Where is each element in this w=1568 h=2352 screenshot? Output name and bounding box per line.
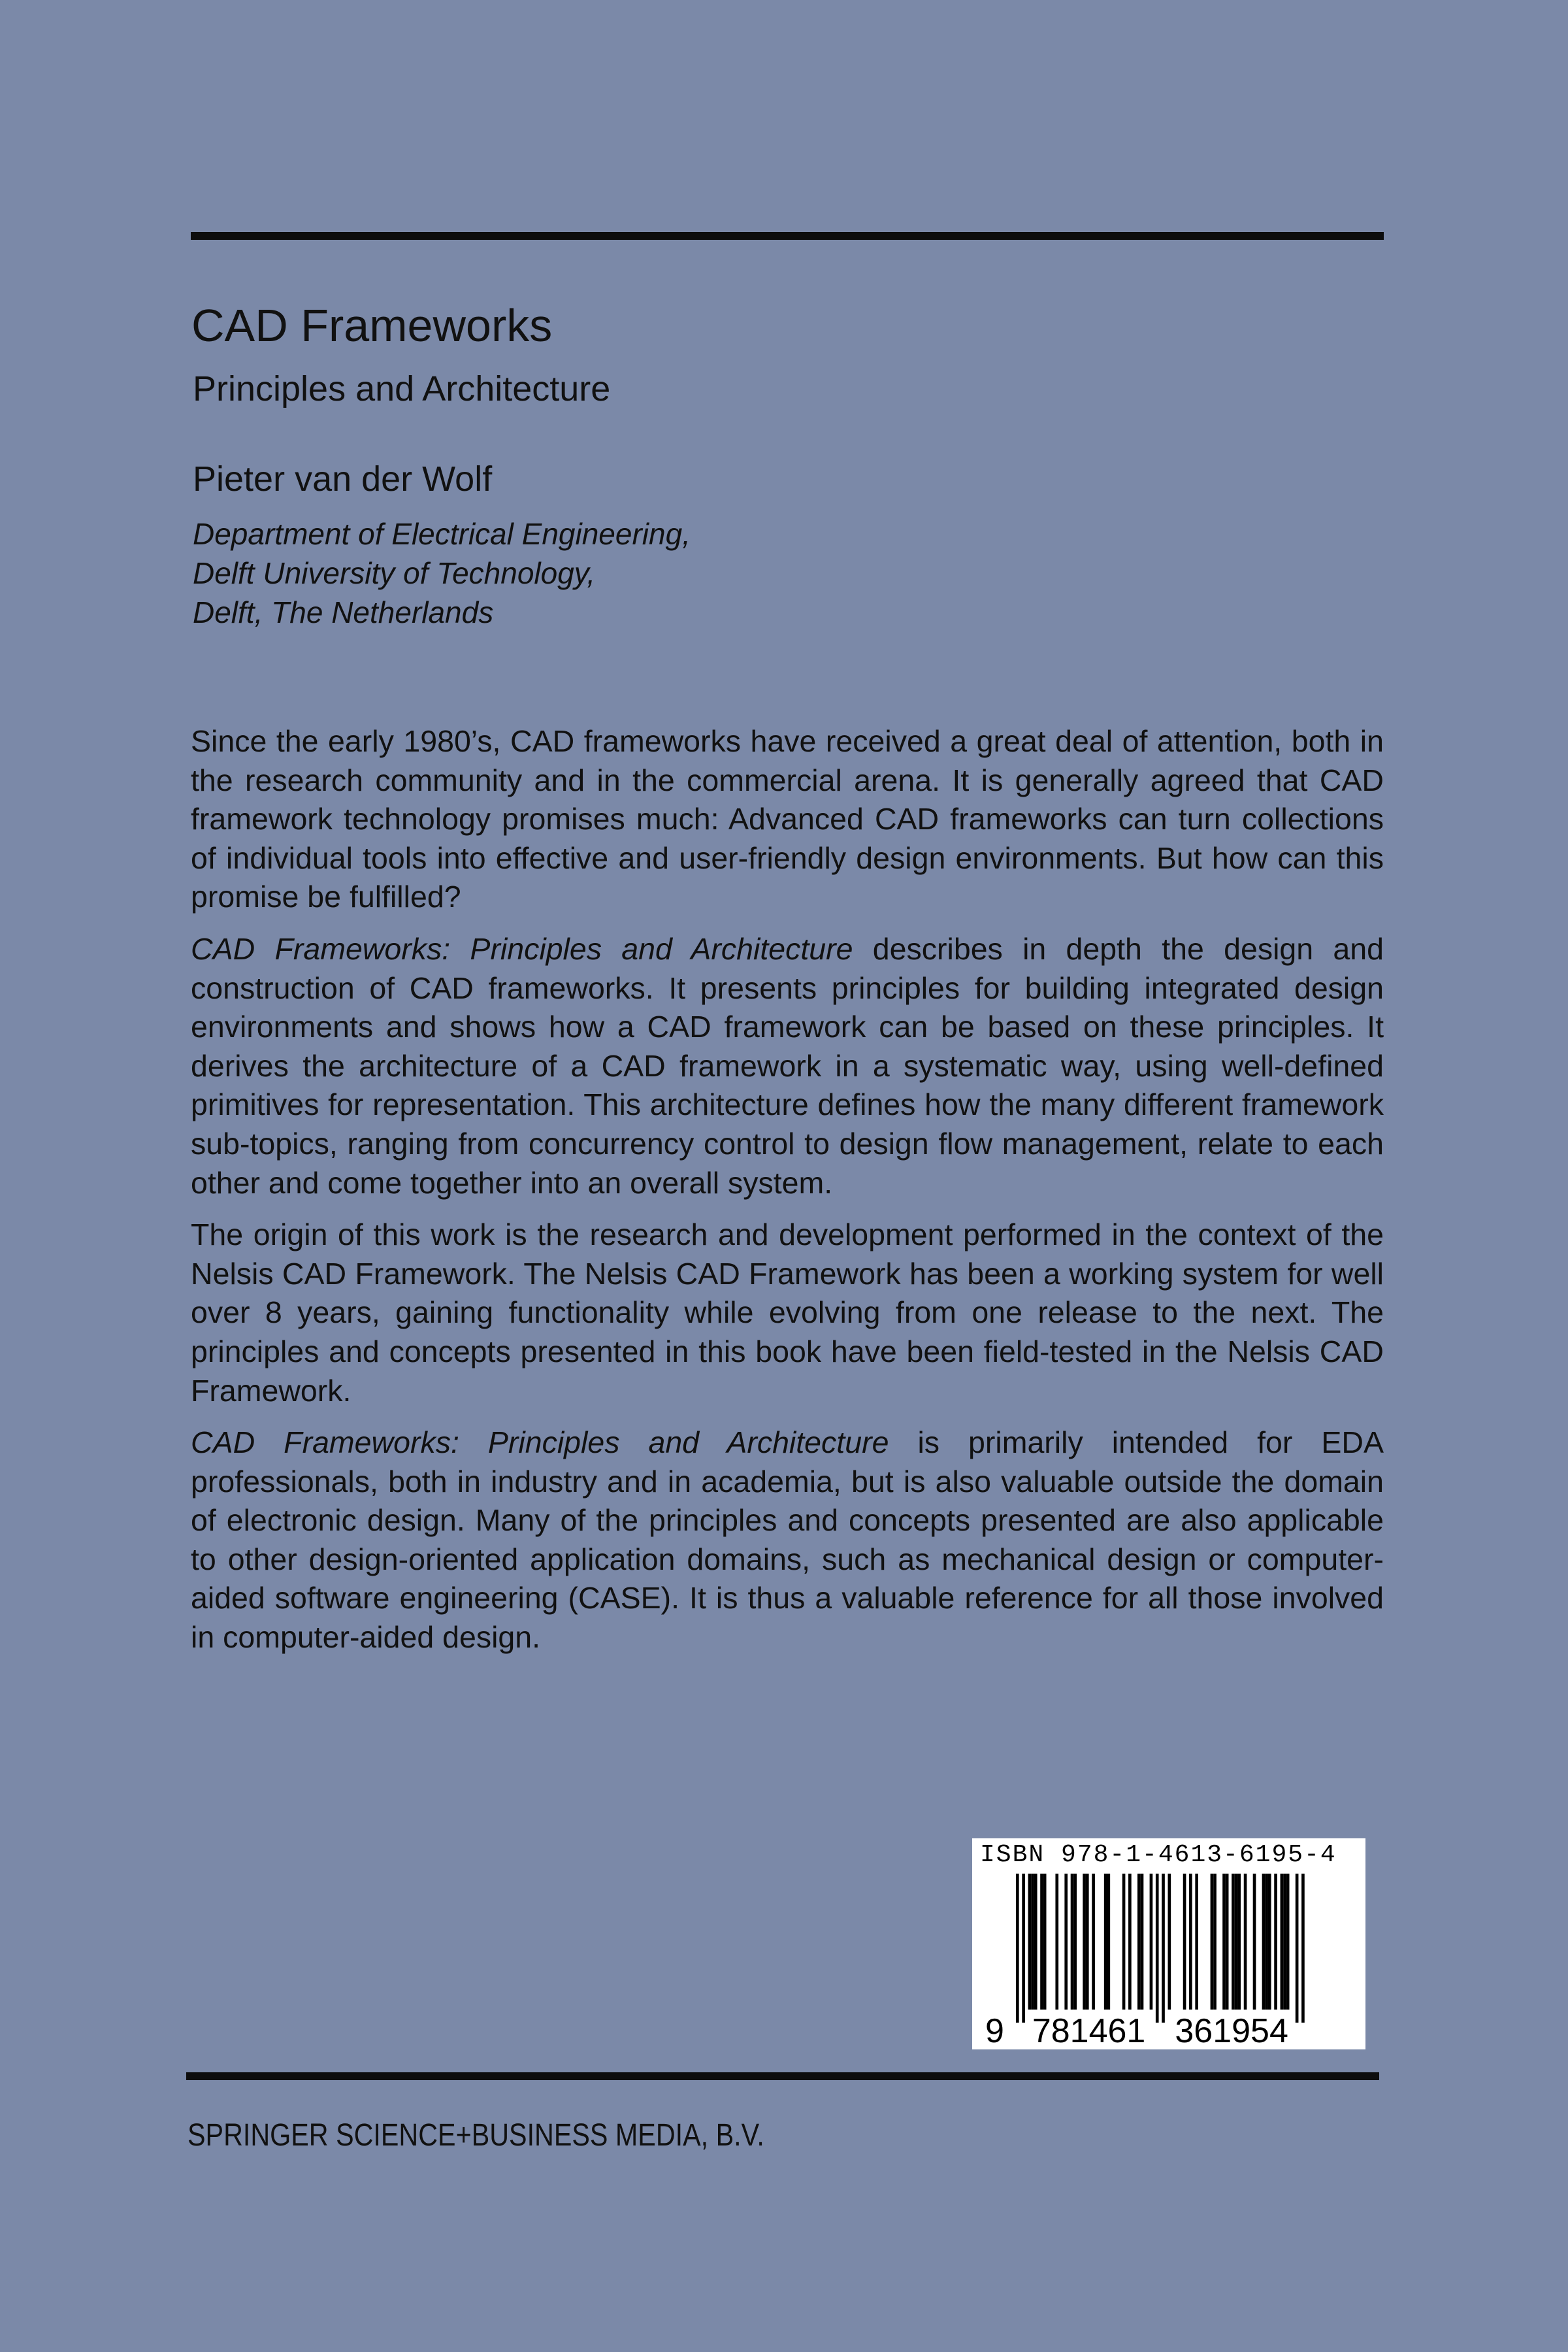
barcode-bar [1031,1874,1034,2010]
barcode-bar [1274,1874,1277,2010]
barcode-bar [1083,1874,1086,2010]
barcode-bar [1156,1874,1159,2023]
bottom-rule [186,2072,1379,2080]
barcode-graphic [972,1838,1365,2049]
barcode-bar [1162,1874,1165,2023]
barcode-bar [1301,1874,1305,2023]
barcode-bar [1226,1874,1229,2010]
barcode-bar [1211,1874,1214,2010]
barcode-bar [1296,1874,1299,2023]
barcode-bar [1189,1874,1192,2010]
barcode-bar [1281,1874,1284,2010]
barcode-bar [1086,1874,1089,2010]
barcode-bar [1040,1874,1043,2010]
book-title-reference: CAD Frameworks: Principles and Architecture [191,931,853,966]
top-rule [191,232,1384,240]
affiliation-line: Delft, The Netherlands [193,595,494,629]
blurb-paragraph: The origin of this work is the research and development performed in the context of the Nelsis CAD Framework. The Nelsis CAD Framework has been a working system for well over 8 years, gaining functionality while evolving from one release to the next. The principles and concepts presented in this book have been field-tested in the Nelsis CAD Framework. [191,1217,1384,1408]
barcode-digits: 361954 [1175,2012,1288,2049]
barcode-bar [1141,1874,1144,2010]
barcode-digits: 781461 [1032,2012,1146,2049]
barcode-bar [1073,1874,1077,2010]
barcode-bar [1028,1874,1032,2010]
barcode-bar [1262,1874,1266,2010]
barcode-bar [1150,1874,1153,2010]
paragraph-text: describes in depth the design and construction of CAD frameworks. It presents principles for building integrated design environments and shows how a CAD framework can be based on these principles. It derives the architecture of a CAD framework in a systematic way, using well-defined primitives for representation. This architecture defines how the many different framework sub-topics, ranging from concurrency control to design flow management, relate to each other and come together into an overall system. [191,931,1384,1200]
isbn-label: ISBN 978-1-4613-6195-4 [980,1841,1337,1869]
barcode-bar [1034,1874,1037,2010]
affiliation-line: Department of Electrical Engineering, [193,517,691,551]
barcode-bar [1195,1874,1198,2010]
paragraph-text: is primarily intended for EDA professionals, both in industry and in academia, but is also valuable outside the domain of electronic design. Many of the principles and concepts presented are also applicable to other design-oriented application domains, such as mechanical design or computer-aided software engineering (CASE). It is thus a valuable reference for all those involved in computer-aided design. [191,1425,1384,1655]
barcode-bar [1183,1874,1186,2010]
back-cover-blurb [191,722,1384,1670]
blurb-paragraph [191,930,1384,1202]
isbn-barcode [972,1838,1365,2049]
barcode-bar [1022,1874,1025,2023]
barcode-bar [1016,1874,1019,2023]
affiliation-line: Delft University of Technology, [193,556,596,590]
barcode-bar [1244,1874,1247,2010]
barcode-bar [1283,1874,1286,2010]
barcode-bar [1137,1874,1141,2010]
barcode-bar [1128,1874,1132,2010]
barcode-bar [1064,1874,1068,2010]
barcode-bar [1055,1874,1058,2010]
barcode-bar [1286,1874,1290,2010]
barcode-bar [1092,1874,1095,2010]
barcode-bar [1043,1874,1047,2010]
book-title: CAD Frameworks [191,300,553,351]
barcode-bar [1253,1874,1256,2010]
publisher-name: SPRINGER SCIENCE+BUSINESS MEDIA, B.V. [188,2118,764,2153]
barcode-bar [1104,1874,1107,2010]
barcode-bar [1232,1874,1235,2010]
barcode-bar [1222,1874,1226,2010]
book-title-reference: CAD Frameworks: Principles and Architecture [191,1425,889,1460]
book-subtitle: Principles and Architecture [193,369,611,408]
barcode-bar [1237,1874,1241,2010]
barcode-bar [1268,1874,1271,2010]
blurb-paragraph: Since the early 1980’s, CAD frameworks have received a great deal of attention, both in the research community and in the commercial arena. It is generally agreed that CAD framework technology promises much: Advanced CAD frameworks can turn collections of individual tools into effective and user-friendly design environments. But how can this promise be fulfilled? [191,724,1384,914]
barcode-bar [1071,1874,1074,2010]
author-name: Pieter van der Wolf [193,459,493,499]
barcode-bar [1107,1874,1111,2010]
barcode-digits: 9 [985,2012,1004,2049]
barcode-bar [1265,1874,1268,2010]
barcode-bar [1122,1874,1126,2010]
blurb-paragraph [191,1423,1384,1657]
barcode-bar [1168,1874,1171,2010]
barcode-bar [1235,1874,1238,2010]
author-affiliation [193,514,691,632]
barcode-bar [1213,1874,1217,2010]
